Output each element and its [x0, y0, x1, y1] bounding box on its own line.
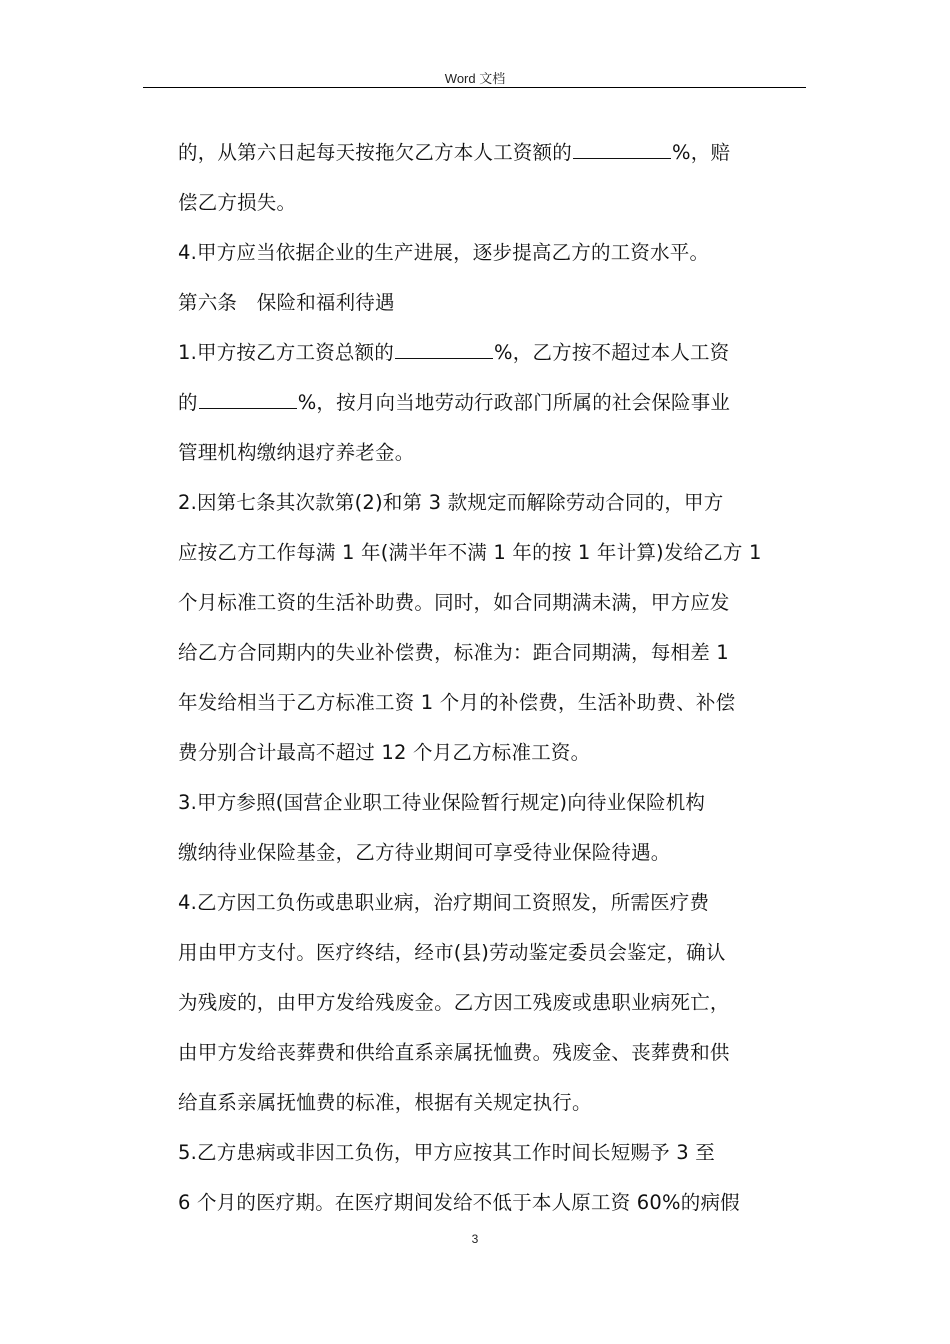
text-line: 管理机构缴纳退疗养老金。: [178, 441, 415, 464]
text-line: 4.乙方因工负伤或患职业病，治疗期间工资照发，所需医疗费: [178, 891, 710, 914]
line-text-after-blank: %，乙方按不超过本人工资: [494, 341, 730, 364]
text-line: 4.甲方应当依据企业的生产进展，逐步提高乙方的工资水平。: [178, 241, 710, 264]
fill-in-blank: [395, 344, 493, 359]
text-line: 3.甲方参照(国营企业职工待业保险暂行规定)向待业保险机构: [178, 791, 706, 814]
text-line: [178, 328, 803, 378]
text-line: 为残废的，由甲方发给残废金。乙方因工残废或患职业病死亡，: [178, 991, 730, 1014]
text-line: 6 个月的医疗期。在医疗期间发给不低于本人原工资 60%的病假: [178, 1191, 740, 1214]
text-line: 用由甲方支付。医疗终结，经市(县)劳动鉴定委员会鉴定，确认: [178, 941, 726, 964]
text-line: [178, 128, 803, 178]
line-text-before-blank: 1.甲方按乙方工资总额的: [178, 341, 395, 364]
text-line: 给乙方合同期内的失业补偿费，标准为：距合同期满，每相差 1: [178, 641, 729, 664]
text-line: 2.因第七条其次款第(2)和第 3 款规定而解除劳动合同的，甲方: [178, 491, 724, 514]
text-line: [178, 378, 803, 428]
text-line: 缴纳待业保险基金，乙方待业期间可享受待业保险待遇。: [178, 841, 671, 864]
text-line: 给直系亲属抚恤费的标准，根据有关规定执行。: [178, 1091, 592, 1114]
text-line: 由甲方发给丧葬费和供给直系亲属抚恤费。残废金、丧葬费和供: [178, 1041, 730, 1064]
fill-in-blank: [573, 144, 671, 159]
fill-in-blank: [199, 394, 297, 409]
document-body: [178, 128, 803, 1228]
text-line: 费分别合计最高不超过 12 个月乙方标准工资。: [178, 741, 591, 764]
line-text-after-blank: %，赔: [672, 141, 731, 164]
header-rule: [143, 87, 806, 88]
line-text-after-blank: %，按月向当地劳动行政部门所属的社会保险事业: [297, 391, 731, 414]
text-line: 应按乙方工作每满 1 年(满半年不满 1 年的按 1 年计算)发给乙方 1: [178, 541, 762, 564]
text-line: 5.乙方患病或非因工负伤，甲方应按其工作时间长短赐予 3 至: [178, 1141, 715, 1164]
text-line: 第六条 保险和福利待遇: [178, 291, 395, 314]
page-number: 3: [471, 1232, 479, 1246]
text-line: 偿乙方损失。: [178, 191, 297, 214]
line-text-before-blank: 的: [178, 391, 198, 414]
text-line: 年发给相当于乙方标准工资 1 个月的补偿费，生活补助费、补偿: [178, 691, 736, 714]
text-line: 个月标准工资的生活补助费。同时，如合同期满未满，甲方应发: [178, 591, 730, 614]
line-text-before-blank: 的，从第六日起每天按拖欠乙方本人工资额的: [178, 141, 573, 164]
page-header: Word 文档: [444, 71, 506, 86]
